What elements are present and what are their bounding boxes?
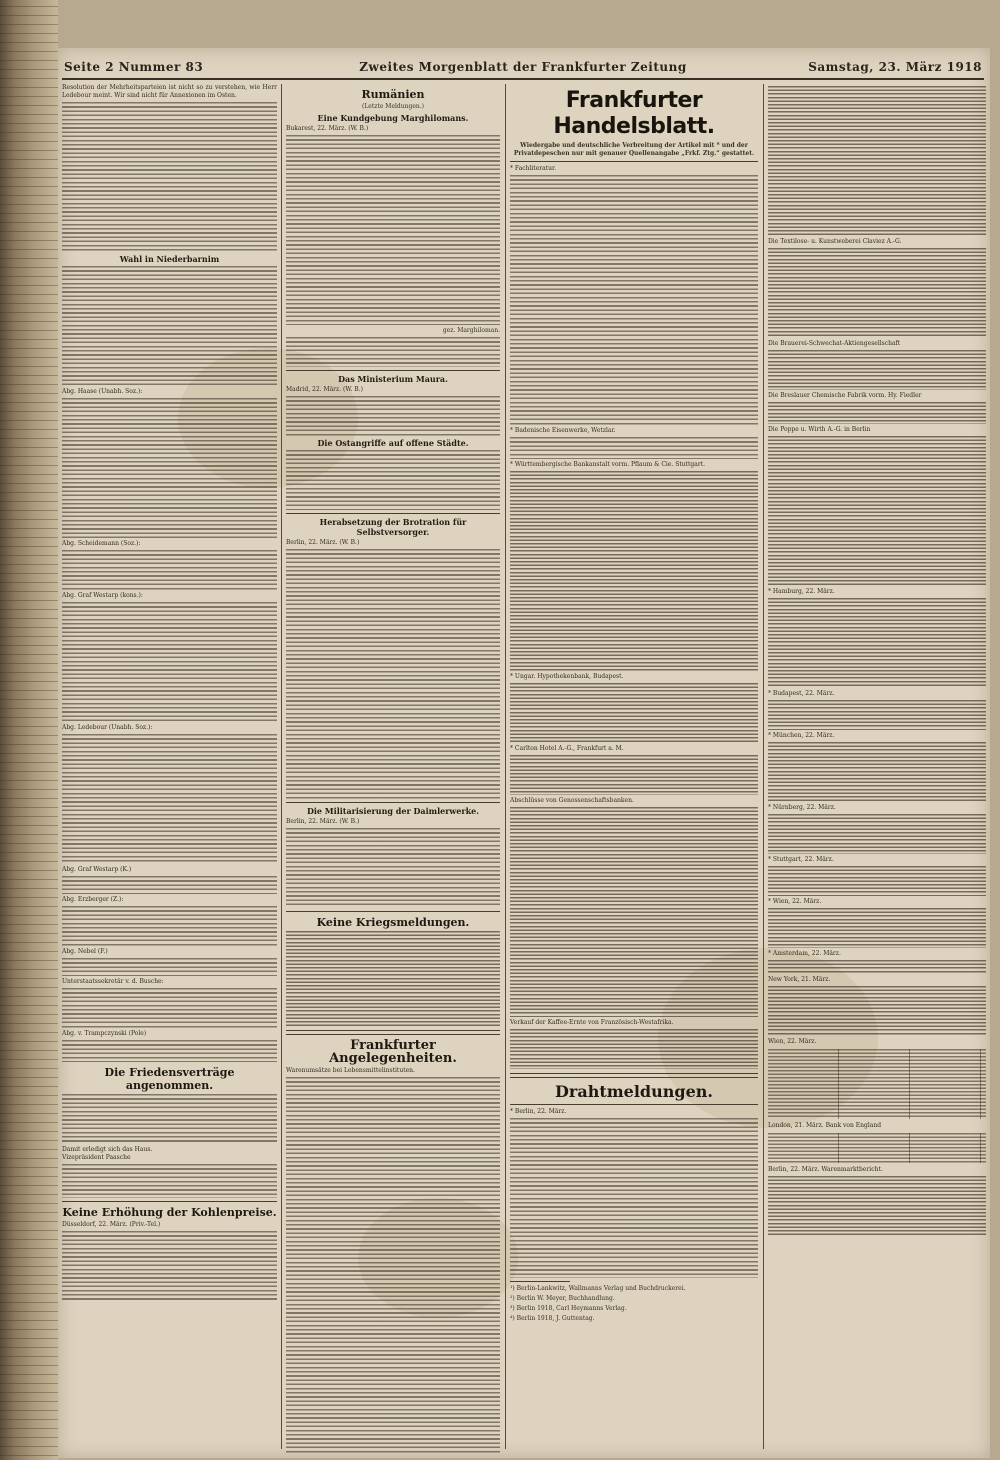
- item-heading: * Amsterdam, 22. März.: [768, 950, 841, 957]
- footnote: ³) Berlin 1918, Carl Heymanns Verlag.: [510, 1305, 627, 1312]
- binding-stripe: [0, 33, 58, 34]
- binding-stripe: [0, 294, 58, 295]
- text-block: [768, 248, 986, 338]
- speaker-label: Abg. v. Trampczynski (Pole): [62, 1030, 147, 1037]
- text-block: [62, 1040, 277, 1062]
- binding-stripe: [0, 429, 58, 430]
- binding-stripe: [0, 924, 58, 925]
- binding-stripe: [0, 1023, 58, 1024]
- binding-stripe: [0, 348, 58, 349]
- binding-stripe: [0, 717, 58, 718]
- item-heading: * Badenische Eisenwerke, Wetzlar.: [510, 427, 616, 434]
- binding-stripe: [0, 186, 58, 187]
- text-block: [768, 866, 986, 896]
- item-heading: * Budapest, 22. März.: [768, 690, 835, 697]
- binding-stripe: [0, 1221, 58, 1222]
- page-number: Seite 2 Nummer 83: [64, 60, 204, 74]
- binding-stripe: [0, 1428, 58, 1429]
- binding-stripe: [0, 564, 58, 565]
- item-heading: Verkauf der Kaffee-Ernte von Französisch-Westafrika.: [510, 1019, 674, 1026]
- item-heading: Die Brauerei-Schwechat-Aktiengesellschaft: [768, 340, 901, 347]
- item-heading: * München, 22. März.: [768, 732, 835, 739]
- binding-stripe: [0, 960, 58, 961]
- binding-stripe: [0, 456, 58, 457]
- binding-stripe: [0, 6, 58, 7]
- binding-stripe: [0, 969, 58, 970]
- binding-stripe: [0, 681, 58, 682]
- issue-date: Samstag, 23. März 1918: [808, 60, 982, 74]
- binding-stripe: [0, 402, 58, 403]
- binding-stripe: [0, 1140, 58, 1141]
- binding-stripe: [0, 204, 58, 205]
- text-block: [286, 1077, 500, 1454]
- paragraph: Resolution der Mehrheitsparteien ist nicht so zu verstehen, wie Herr Ledebour meint. Wir sind nicht für Annexionen im Osten.: [62, 84, 277, 99]
- text-block: [510, 437, 758, 459]
- text-block: [62, 1164, 277, 1198]
- binding-stripe: [0, 600, 58, 601]
- binding-stripe: [0, 1041, 58, 1042]
- text-block: [286, 931, 500, 1026]
- divider: [286, 911, 500, 912]
- divider: [286, 1030, 500, 1035]
- item-heading: London, 21. März. Bank von England: [768, 1122, 882, 1129]
- speaker-label: Abg. Erzberger (Z.):: [62, 896, 124, 903]
- binding-stripe: [0, 1095, 58, 1096]
- article-heading: Eine Kundgebung Marghilomans.: [317, 113, 469, 123]
- binding-stripe: [0, 654, 58, 655]
- divider: [62, 1201, 277, 1202]
- section-heading: Wahl in Niederbarnim: [119, 254, 220, 264]
- binding-stripe: [0, 375, 58, 376]
- text-block: [62, 1094, 277, 1144]
- binding-stripe: [0, 1230, 58, 1231]
- binding-stripe: [0, 555, 58, 556]
- binding-stripe: [0, 906, 58, 907]
- binding-stripe: [0, 69, 58, 70]
- text-block: [286, 450, 500, 510]
- binding-stripe: [0, 1176, 58, 1177]
- binding-stripe: [0, 393, 58, 394]
- text-block: [286, 549, 500, 799]
- page-header: [62, 56, 984, 80]
- binding-stripe: [0, 492, 58, 493]
- binding-stripe: [0, 1266, 58, 1267]
- binding-stripe: [0, 627, 58, 628]
- text-block: [510, 683, 758, 743]
- divider: [286, 802, 500, 803]
- binding-stripe: [0, 1068, 58, 1069]
- footnote: ¹) Berlin-Lankwitz, Wallmanns Verlag und Buchdruckerei.: [510, 1285, 686, 1292]
- divider: [510, 161, 758, 162]
- dateline: Düsseldorf, 22. März. (Priv.-Tel.): [62, 1221, 161, 1228]
- binding-stripe: [0, 1329, 58, 1330]
- binding-stripe: [0, 1239, 58, 1240]
- article-heading: Das Ministerium Maura.: [338, 374, 448, 384]
- binding-stripe: [0, 1419, 58, 1420]
- binding-stripe: [0, 852, 58, 853]
- binding-stripe: [0, 933, 58, 934]
- footnote: ²) Berlin W. Meyer, Buchhandlung.: [510, 1295, 615, 1302]
- binding-stripe: [0, 312, 58, 313]
- binding-stripe: [0, 1194, 58, 1195]
- binding-stripe: [0, 303, 58, 304]
- divider: [510, 1073, 758, 1078]
- binding-stripe: [0, 1077, 58, 1078]
- binding-stripe: [0, 780, 58, 781]
- text-block: [62, 988, 277, 1028]
- binding-stripe: [0, 1302, 58, 1303]
- binding-stripe: [0, 645, 58, 646]
- text-block: [62, 958, 277, 976]
- binding-stripe: [0, 609, 58, 610]
- binding-stripe: [0, 1446, 58, 1447]
- binding-stripe: [0, 744, 58, 745]
- text-block: [510, 755, 758, 795]
- signature: gez. Marghiloman.: [442, 327, 500, 334]
- section-title: Frankfurter Handelsblatt.: [553, 88, 715, 139]
- binding-stripe: [0, 78, 58, 79]
- text-block: [510, 471, 758, 671]
- item-heading: * Ungar. Hypothekenbank, Budapest.: [510, 673, 624, 680]
- binding-stripe: [0, 546, 58, 547]
- speaker-label: Abg. Graf Westarp (K.): [62, 866, 132, 873]
- item-heading: * Wien, 22. März.: [768, 898, 822, 905]
- binding-stripe: [0, 1050, 58, 1051]
- binding-stripe: [0, 1410, 58, 1411]
- column-rule: [505, 84, 506, 1449]
- text-block: [768, 908, 986, 948]
- text-block: [768, 814, 986, 854]
- binding-stripe: [0, 420, 58, 421]
- item-heading: Die Textilose- u. Kunstweberei Claviez A.-G.: [768, 238, 902, 245]
- masthead: Zweites Morgenblatt der Frankfurter Zeitung: [359, 60, 687, 74]
- binding-stripe: [0, 1383, 58, 1384]
- item-heading: * Berlin, 22. März.: [510, 1108, 567, 1115]
- binding-stripe: [0, 672, 58, 673]
- text-block: [62, 550, 277, 590]
- column-rule: [281, 84, 282, 1449]
- text-block: [62, 602, 277, 722]
- binding-stripe: [0, 1203, 58, 1204]
- binding-stripe: [0, 177, 58, 178]
- binding-stripe: [0, 96, 58, 97]
- divider: [286, 370, 500, 371]
- binding-stripe: [0, 762, 58, 763]
- binding-stripe: [0, 357, 58, 358]
- text-block: [768, 742, 986, 802]
- section-heading: Frankfurter Angelegenheiten.: [329, 1038, 457, 1066]
- binding-stripe: [0, 870, 58, 871]
- binding-stripe: [0, 708, 58, 709]
- binding-stripe: [0, 1401, 58, 1402]
- column-4: [768, 84, 986, 1454]
- text-block: [62, 734, 277, 864]
- binding-stripe: [0, 1158, 58, 1159]
- bank-table: [768, 1133, 986, 1163]
- binding-stripe: [0, 1167, 58, 1168]
- binding-stripe: [0, 276, 58, 277]
- binding-stripe: [0, 1275, 58, 1276]
- binding-stripe: [0, 258, 58, 259]
- text-block: [286, 337, 500, 367]
- binding-stripe: [0, 285, 58, 286]
- binding-stripe: [0, 330, 58, 331]
- copyright-notice: Wiedergabe und deutschliche Verbreitung der Artikel mit * und der Privatdepeschen nur mit genauer Quellenangabe „Frkf. Ztg.“ gestattet.: [513, 142, 755, 157]
- binding-stripe: [0, 978, 58, 979]
- article-subheading: Warenumsätze bei Lebensmittelinstituten.: [286, 1067, 415, 1074]
- speaker-label: Abg. Scheidemann (Soz.):: [62, 540, 141, 547]
- binding-stripe: [0, 636, 58, 637]
- binding-stripe: [0, 915, 58, 916]
- binding-stripe: [0, 510, 58, 511]
- binding-stripe: [0, 1086, 58, 1087]
- binding-stripe: [0, 1320, 58, 1321]
- binding-stripe: [0, 42, 58, 43]
- binding-stripe: [0, 807, 58, 808]
- binding-stripe: [0, 465, 58, 466]
- binding-stripe: [0, 321, 58, 322]
- text-block: [286, 828, 500, 908]
- binding-stripe: [0, 1311, 58, 1312]
- binding-stripe: [0, 951, 58, 952]
- binding-stripe: [0, 699, 58, 700]
- text-block: [768, 598, 986, 688]
- binding-stripe: [0, 663, 58, 664]
- item-heading: * Württembergische Bankanstalt vorm. Pflaum & Cie. Stuttgart.: [510, 461, 706, 468]
- binding-stripe: [0, 897, 58, 898]
- binding-stripe: [0, 483, 58, 484]
- binding-stripe: [0, 618, 58, 619]
- divider: [510, 1281, 570, 1282]
- binding-stripe: [0, 816, 58, 817]
- binding-stripe: [0, 240, 58, 241]
- text-block: [286, 135, 500, 325]
- binding-stripe: [0, 834, 58, 835]
- binding-stripe: [0, 1131, 58, 1132]
- item-heading: * Stuttgart, 22. März.: [768, 856, 834, 863]
- binding-stripe: [0, 879, 58, 880]
- section-subheading: (Letzte Meldungen.): [361, 103, 424, 110]
- text-block: [768, 960, 986, 974]
- text-block: [510, 1029, 758, 1069]
- binding-stripe: [0, 1374, 58, 1375]
- binding-stripe: [0, 789, 58, 790]
- binding-stripe: [0, 690, 58, 691]
- text-block: [768, 350, 986, 390]
- binding-stripe: [0, 582, 58, 583]
- binding-stripe: [0, 51, 58, 52]
- speaker-label: Abg. Graf Westarp (kons.):: [62, 592, 143, 599]
- article-heading: Die Militarisierung der Daimlerwerke.: [306, 806, 480, 816]
- section-heading: Keine Kriegsmeldungen.: [316, 916, 470, 929]
- binding-stripe: [0, 1293, 58, 1294]
- section-heading: Rumänien: [361, 88, 425, 101]
- text-block: [768, 402, 986, 424]
- text-block: [768, 1176, 986, 1236]
- binding-stripe: [0, 366, 58, 367]
- binding-stripe: [0, 1248, 58, 1249]
- binding-stripe: [0, 60, 58, 61]
- binding-stripe: [0, 1212, 58, 1213]
- item-heading: Wien, 22. März.: [768, 1038, 817, 1045]
- binding-stripe: [0, 159, 58, 160]
- binding-stripe: [0, 1014, 58, 1015]
- text-block: [62, 876, 277, 894]
- item-heading: Die Breslauer Chemische Fabrik vorm. Hy. Fiedler: [768, 392, 922, 399]
- binding-stripe: [0, 726, 58, 727]
- binding-stripe: [0, 825, 58, 826]
- binding-stripe: [0, 1392, 58, 1393]
- binding-stripe: [0, 132, 58, 133]
- binding-stripe: [0, 1356, 58, 1357]
- column-1: [62, 84, 277, 1454]
- binding-stripe: [0, 141, 58, 142]
- binding-stripe: [0, 105, 58, 106]
- binding-stripe: [0, 735, 58, 736]
- text-block: [62, 398, 277, 538]
- binding-stripe: [0, 87, 58, 88]
- binding-stripe: [0, 519, 58, 520]
- binding-stripe: [0, 222, 58, 223]
- binding-stripe: [0, 1455, 58, 1456]
- footnote: ⁴) Berlin 1918, J. Guttentag.: [510, 1315, 595, 1322]
- item-heading: * Carlton Hotel A.-G., Frankfurt a. M.: [510, 745, 624, 752]
- binding-stripe: [0, 438, 58, 439]
- binding-stripe: [0, 843, 58, 844]
- binding-stripe: [0, 1185, 58, 1186]
- item-heading: Berlin, 22. März. Warenmarktbericht.: [768, 1166, 883, 1173]
- binding-stripe: [0, 1284, 58, 1285]
- binding-stripe: [0, 15, 58, 16]
- binding-stripe: [0, 753, 58, 754]
- item-heading: * Hamburg, 22. März.: [768, 588, 835, 595]
- binding-stripe: [0, 771, 58, 772]
- binding-stripe: [0, 1113, 58, 1114]
- column-rule: [763, 84, 764, 1449]
- binding-stripe: [0, 213, 58, 214]
- item-heading: * Fachliteratur.: [510, 165, 557, 172]
- binding-stripe: [0, 195, 58, 196]
- item-heading: New York, 21. März.: [768, 976, 831, 983]
- text-block: [510, 175, 758, 425]
- speaker-label: Abg. Nebel (F.): [62, 948, 108, 955]
- binding-stripe: [0, 996, 58, 997]
- binding-stripe: [0, 447, 58, 448]
- binding-stripe: [0, 798, 58, 799]
- text-block: [62, 906, 277, 946]
- binding-stripe: [0, 384, 58, 385]
- dateline: Berlin, 22. März. (W. B.): [286, 818, 360, 825]
- article-heading: Die Ostangriffe auf offene Städte.: [317, 438, 469, 448]
- binding-stripe: [0, 501, 58, 502]
- binding-stripe: [0, 987, 58, 988]
- divider: [286, 513, 500, 514]
- text-block: [768, 700, 986, 730]
- binding-stripe: [0, 1149, 58, 1150]
- binding-stripe: [0, 231, 58, 232]
- speaker-label: Vizepräsident Paasche: [62, 1154, 131, 1161]
- text-block: [62, 1231, 277, 1301]
- binding-stripe: [0, 1059, 58, 1060]
- dateline: Berlin, 22. März. (W. B.): [286, 539, 360, 546]
- binding-stripe: [0, 249, 58, 250]
- binding-stripe: [0, 861, 58, 862]
- speaker-label: Abg. Ledebour (Unabh. Soz.):: [62, 724, 153, 731]
- binding-stripe: [0, 537, 58, 538]
- speaker-label: Abg. Haase (Unabh. Soz.):: [62, 388, 143, 395]
- item-heading: Abschlüsse von Genossenschaftsbanken.: [510, 797, 634, 804]
- text-block: [768, 86, 986, 236]
- binding-stripe: [0, 1032, 58, 1033]
- text-block: [768, 986, 986, 1036]
- binding-stripe: [0, 1347, 58, 1348]
- binding-stripe: [0, 1122, 58, 1123]
- book-binding: [0, 0, 58, 1460]
- binding-stripe: [0, 114, 58, 115]
- section-heading: Keine Erhöhung der Kohlenpreise.: [62, 1206, 277, 1219]
- binding-stripe: [0, 474, 58, 475]
- column-2: [286, 84, 500, 1454]
- binding-stripe: [0, 528, 58, 529]
- section-heading: Drahtmeldungen.: [555, 1082, 713, 1101]
- text-block: [510, 807, 758, 1017]
- item-heading: Die Poppe u. Wirth A.-G. in Berlin: [768, 426, 871, 433]
- binding-stripe: [0, 942, 58, 943]
- binding-stripe: [0, 150, 58, 151]
- column-3: [510, 84, 758, 1454]
- text-block: [62, 102, 277, 252]
- dateline: Madrid, 22. März. (W. B.): [286, 386, 363, 393]
- binding-stripe: [0, 267, 58, 268]
- dateline: Bukarest, 22. März. (W. B.): [286, 125, 369, 132]
- binding-stripe: [0, 123, 58, 124]
- binding-stripe: [0, 1257, 58, 1258]
- text-block: [62, 266, 277, 386]
- text-block: [768, 436, 986, 586]
- item-heading: * Nürnberg, 22. März.: [768, 804, 836, 811]
- binding-stripe: [0, 1365, 58, 1366]
- text-block: [286, 396, 500, 436]
- binding-stripe: [0, 411, 58, 412]
- divider: [510, 1104, 758, 1105]
- binding-stripe: [0, 1338, 58, 1339]
- binding-stripe: [0, 591, 58, 592]
- speaker-label: Unterstaatssekretär v. d. Busche:: [62, 978, 164, 985]
- binding-stripe: [0, 888, 58, 889]
- binding-stripe: [0, 1437, 58, 1438]
- binding-stripe: [0, 339, 58, 340]
- binding-stripe: [0, 24, 58, 25]
- rates-table: [768, 1049, 986, 1119]
- newspaper-page: [58, 48, 990, 1458]
- binding-stripe: [0, 573, 58, 574]
- article-heading: Herabsetzung der Brotration für Selbstversorger.: [319, 517, 467, 537]
- text-block: [510, 1118, 758, 1278]
- binding-stripe: [0, 1104, 58, 1105]
- section-heading: Die Friedensverträge angenommen.: [104, 1066, 235, 1092]
- binding-stripe: [0, 168, 58, 169]
- binding-stripe: [0, 1005, 58, 1006]
- paragraph: Damit erledigt sich das Haus.: [62, 1146, 153, 1153]
